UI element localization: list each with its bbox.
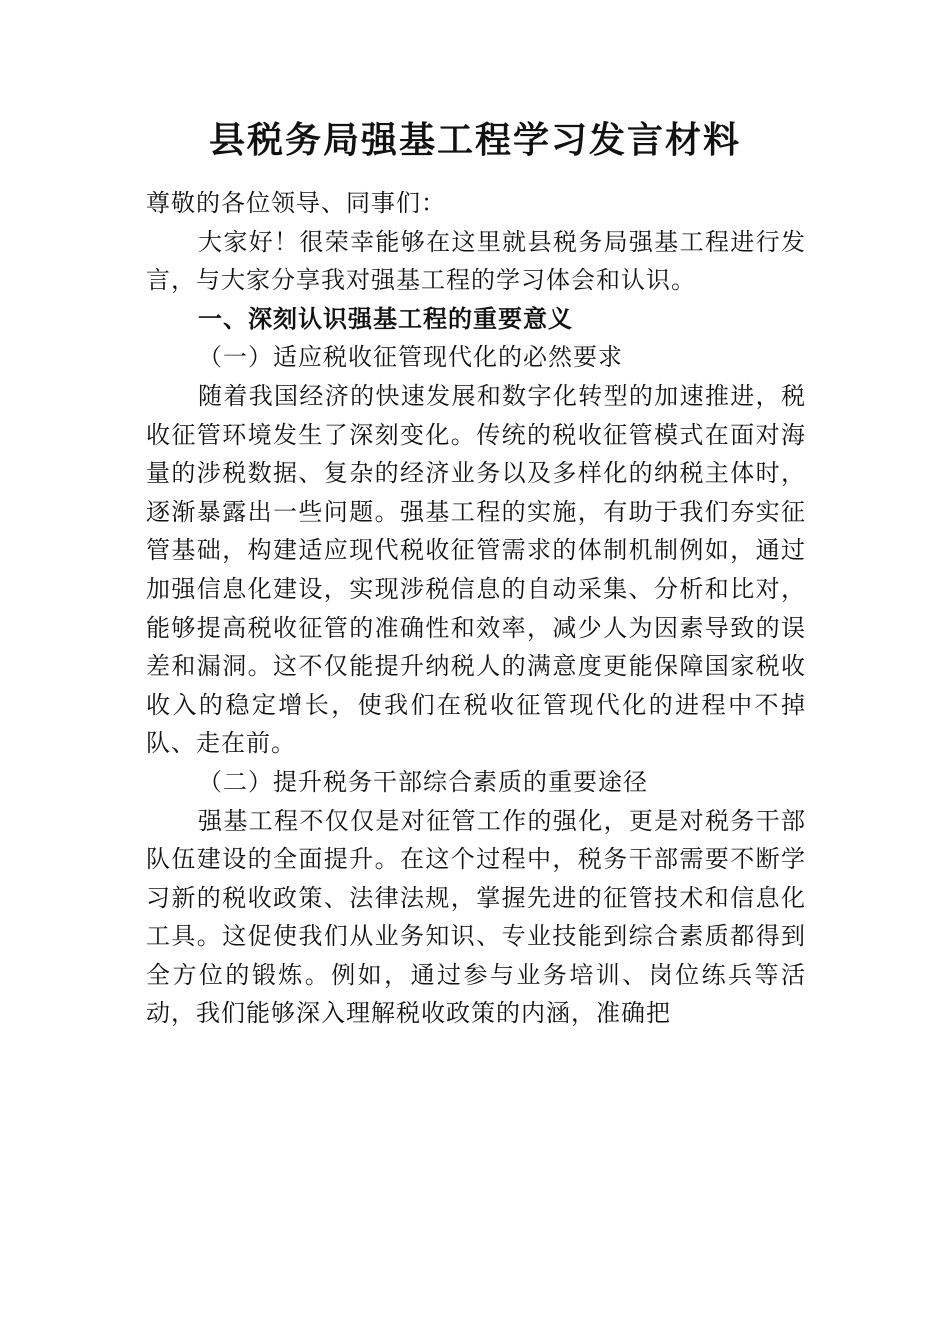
section-1-heading: 一、深刻认识强基工程的重要意义 [198,304,573,333]
intro-paragraph: 大家好！很荣幸能够在这里就县税务局强基工程进行发言，与大家分享我对强基工程的学习体会和认识。 [146,227,806,295]
subsection-1-heading: （一）适应税收征管现代化的必然要求 [198,343,623,372]
document-body [146,184,806,1033]
greeting-line: 尊敬的各位领导、同事们： [146,189,446,217]
subsection-1-paragraph: 随着我国经济的快速发展和数字化转型的加速推进，税收征管环境发生了深刻变化。传统的税收征管模式在面对海量的涉税数据、复杂的经济业务以及多样化的纳税主体时，逐渐暴露出一些问题。强基工程的实施，有助于我们夯实征管基础，构建适应现代税收征管需求的体制机制例如，通过加强信息化建设，实现涉税信息的自动采集、分析和比对，能够提高税收征管的准确性和效率，减少人为因素导致的误差和漏洞。这不仅能提升纳税人的满意度更能保障国家税收收入的稳定增长，使我们在税收征管现代化的进程中不掉队、走在前。 [146,381,806,758]
subsection-2-heading: （二）提升税务干部综合素质的重要途径 [198,767,648,796]
subsection-2-paragraph: 强基工程不仅仅是对征管工作的强化，更是对税务干部队伍建设的全面提升。在这个过程中，税务干部需要不断学习新的税收政策、法律法规，掌握先进的征管技术和信息化工具。这促使我们从业务知识、专业技能到综合素质都得到全方位的锻炼。例如，通过参与业务培训、岗位练兵等活动，我们能够深入理解税收政策的内涵，准确把 [146,806,806,1028]
document-title: 县税务局强基工程学习发言材料 [208,120,741,161]
